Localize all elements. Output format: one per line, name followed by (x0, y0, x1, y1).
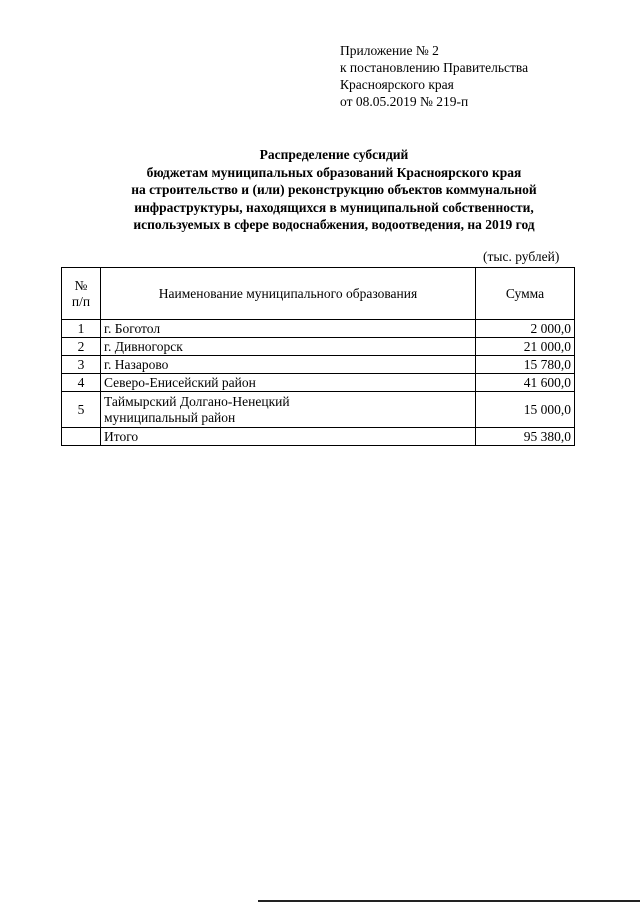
row-name: г. Боготол (101, 320, 476, 338)
table-row (62, 374, 575, 392)
table-total-row (62, 428, 575, 446)
title-line: бюджетам муниципальных образований Красноярского края (146, 164, 522, 180)
subsidy-table (61, 267, 575, 446)
header-num (62, 268, 101, 320)
row-sum: 2 000,0 (476, 320, 575, 338)
row-name: г. Назарово (101, 356, 476, 374)
total-label: Итого (101, 428, 476, 446)
row-name: г. Дивногорск (101, 338, 476, 356)
header-sum: Сумма (476, 268, 575, 320)
appendix-line: Приложение № 2 (340, 43, 439, 58)
total-num (62, 428, 101, 446)
appendix-line: к постановлению Правительства (340, 60, 529, 75)
title-line: Распределение субсидий (259, 147, 409, 162)
total-sum: 95 380,0 (476, 428, 575, 446)
row-sum: 15 780,0 (476, 356, 575, 374)
table-header-row (62, 268, 575, 320)
document-title (60, 146, 608, 234)
row-num: 2 (62, 338, 101, 356)
row-name-line: Таймырский Долгано-Ненецкий (104, 393, 290, 409)
header-num-abbrev: п/п (71, 293, 91, 309)
appendix-line: Красноярского края (340, 77, 454, 92)
row-sum: 15 000,0 (476, 392, 575, 428)
row-num: 3 (62, 356, 101, 374)
appendix-block (340, 42, 528, 110)
row-num: 4 (62, 374, 101, 392)
header-num-symbol: № (74, 277, 88, 293)
title-line: инфраструктуры, находящихся в муниципальной собственности, (134, 199, 534, 215)
row-name-line: муниципальный район (104, 409, 236, 425)
row-name (101, 392, 476, 428)
row-num: 5 (62, 392, 101, 428)
row-sum: 41 600,0 (476, 374, 575, 392)
header-name: Наименование муниципального образования (101, 268, 476, 320)
scan-edge-line (258, 900, 640, 902)
table-row (62, 392, 575, 428)
table-row (62, 338, 575, 356)
row-name: Северо-Енисейский район (101, 374, 476, 392)
table-row (62, 320, 575, 338)
title-line: используемых в сфере водоснабжения, водоотведения, на 2019 год (133, 217, 535, 232)
table-row (62, 356, 575, 374)
title-line: на строительство и (или) реконструкцию объектов коммунальной (131, 182, 537, 197)
row-num: 1 (62, 320, 101, 338)
row-sum: 21 000,0 (476, 338, 575, 356)
unit-label: (тыс. рублей) (483, 249, 560, 264)
appendix-date-line: от 08.05.2019 № 219-п (340, 94, 469, 109)
